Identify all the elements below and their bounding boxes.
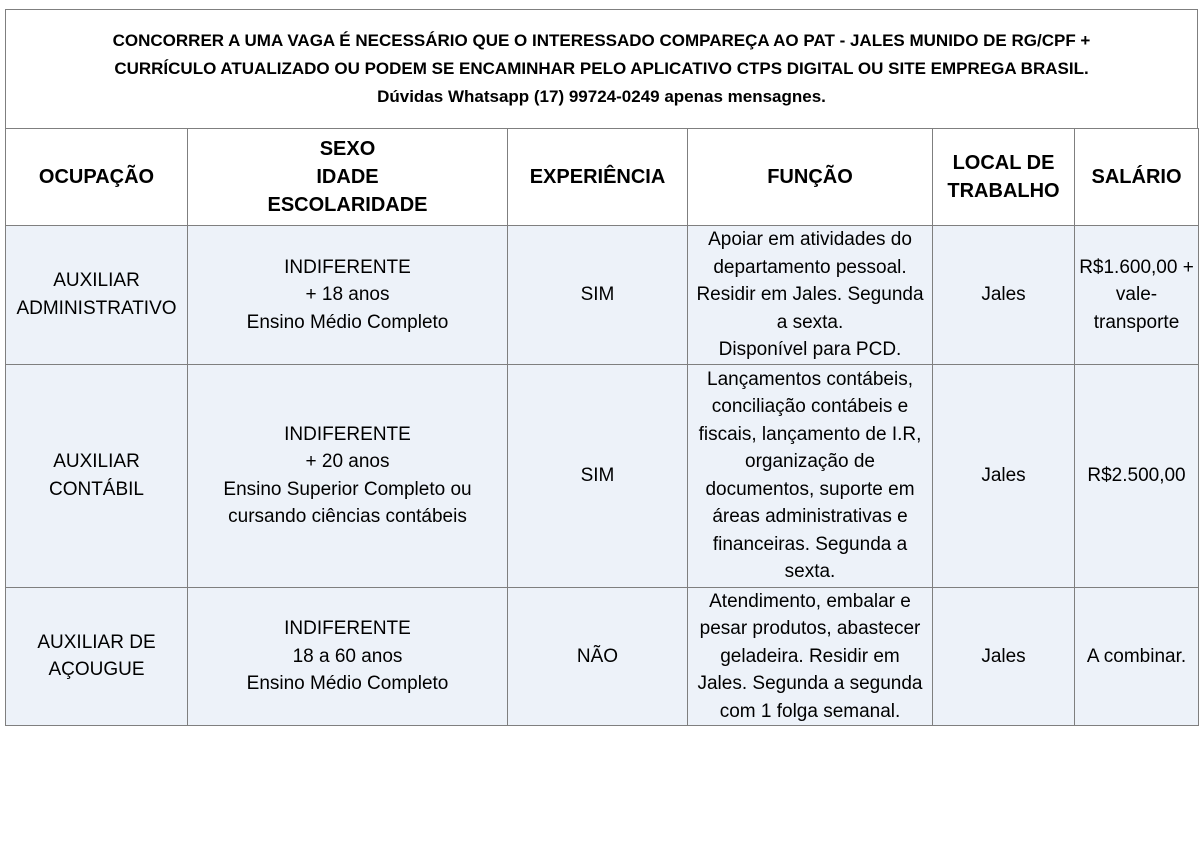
table-header-row xyxy=(6,129,1199,226)
header-ocupacao: OCUPAÇÃO xyxy=(6,129,188,226)
cell-local: Jales xyxy=(933,587,1075,726)
cell-funcao: Lançamentos contábeis, conciliação contábeis e fiscais, lançamento de I.R, organização de documentos, suporte em áreas administrativas e financeiras. Segunda a sexta. xyxy=(688,364,933,587)
cell-ocupacao: AUXILIAR DE AÇOUGUE xyxy=(6,587,188,726)
cell-salario: R$1.600,00 + vale- transporte xyxy=(1075,226,1199,365)
cell-perfil: INDIFERENTE + 18 anos Ensino Médio Completo xyxy=(188,226,508,365)
header-funcao: FUNÇÃO xyxy=(688,129,933,226)
header-sexo: SEXO xyxy=(319,138,376,160)
cell-local: Jales xyxy=(933,226,1075,365)
table-row xyxy=(6,587,1199,726)
notice-banner xyxy=(5,9,1198,129)
cell-experiencia: SIM xyxy=(508,226,688,365)
cell-salario: R$2.500,00 xyxy=(1075,364,1199,587)
cell-local: Jales xyxy=(933,364,1075,587)
notice-line-2: CURRÍCULO ATUALIZADO OU PODEM SE ENCAMINHAR PELO APLICATIVO CTPS DIGITAL OU SITE EMPREGA BRASIL. xyxy=(114,59,1089,78)
cell-perfil: INDIFERENTE + 20 anos Ensino Superior Completo ou cursando ciências contábeis xyxy=(188,364,508,587)
notice-line-1: CONCORRER A UMA VAGA É NECESSÁRIO QUE O INTERESSADO COMPAREÇA AO PAT - JALES MUNIDO DE RG/CPF + xyxy=(112,31,1091,50)
notice-line-3: Dúvidas Whatsapp (17) 99724-0249 apenas mensagnes. xyxy=(377,87,826,106)
cell-ocupacao: AUXILIAR CONTÁBIL xyxy=(6,364,188,587)
header-local-trabalho: LOCAL DE TRABALHO xyxy=(933,129,1075,226)
table-row xyxy=(6,226,1199,365)
cell-experiencia: NÃO xyxy=(508,587,688,726)
cell-ocupacao: AUXILIAR ADMINISTRATIVO xyxy=(6,226,188,365)
table-row xyxy=(6,364,1199,587)
cell-salario: A combinar. xyxy=(1075,587,1199,726)
cell-funcao: Apoiar em atividades do departamento pessoal. Residir em Jales. Segunda a sexta. Disponível para PCD. xyxy=(688,226,933,365)
cell-experiencia: SIM xyxy=(508,364,688,587)
vacancies-table xyxy=(5,128,1199,726)
cell-perfil: INDIFERENTE 18 a 60 anos Ensino Médio Completo xyxy=(188,587,508,726)
header-escolaridade: ESCOLARIDADE xyxy=(267,194,428,216)
cell-funcao: Atendimento, embalar e pesar produtos, abastecer geladeira. Residir em Jales. Segunda a segunda com 1 folga semanal. xyxy=(688,587,933,726)
header-experiencia: EXPERIÊNCIA xyxy=(508,129,688,226)
header-idade: IDADE xyxy=(316,166,379,188)
job-listing-sheet xyxy=(5,9,1198,726)
header-sexo-idade-escolaridade xyxy=(188,129,508,226)
header-salario: SALÁRIO xyxy=(1075,129,1199,226)
